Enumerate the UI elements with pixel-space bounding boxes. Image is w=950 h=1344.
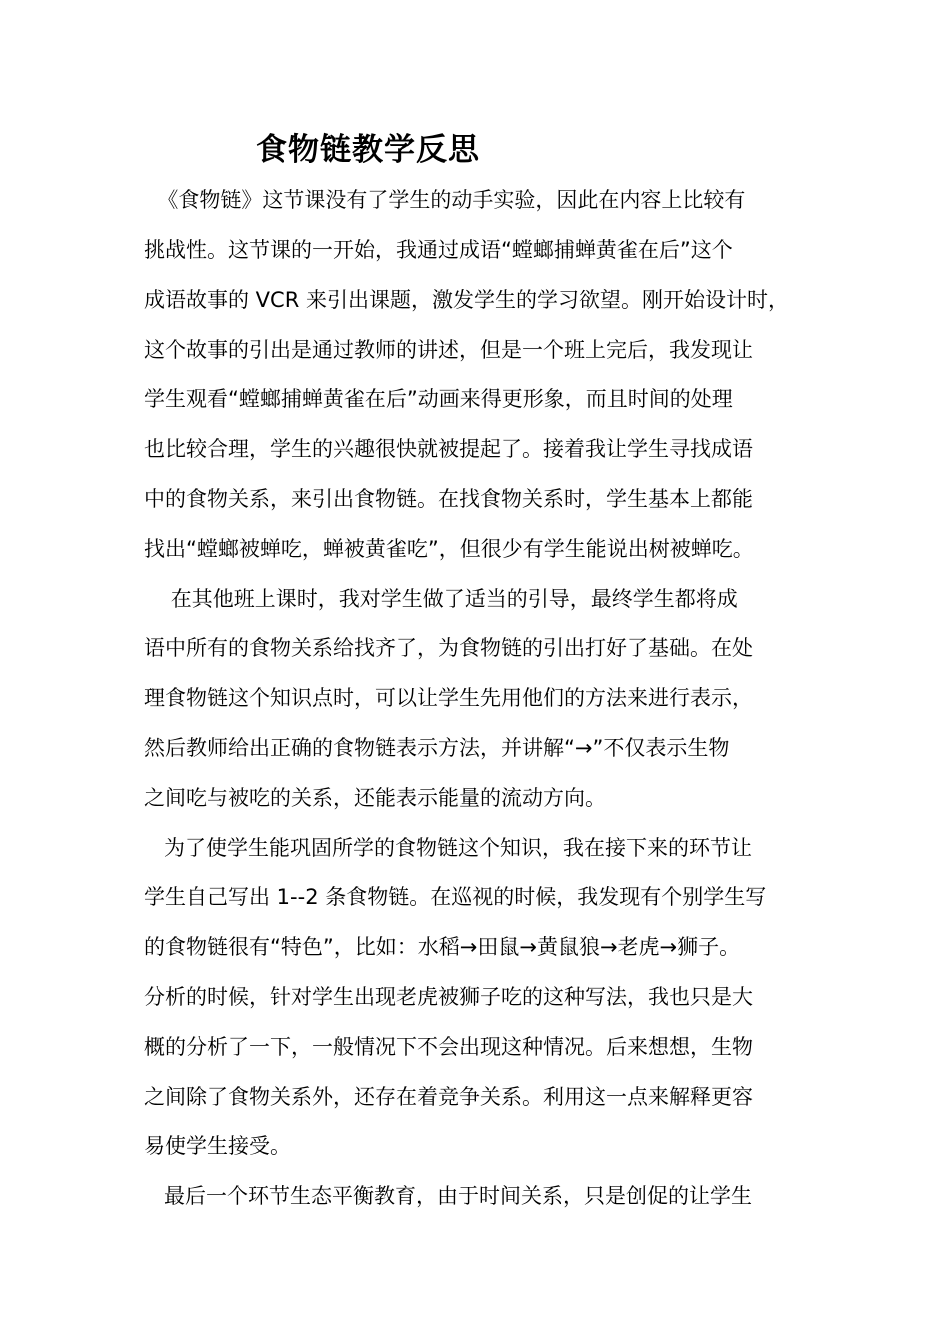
text-line: 理食物链这个知识点时，可以让学生先用他们的方法来进行表示，: [144, 686, 753, 710]
text-line: 然后教师给出正确的食物链表示方法，并讲解“→”不仅表示生物: [144, 736, 730, 760]
text-line: 《食物链》这节课没有了学生的动手实验，因此在内容上比较有: [144, 188, 746, 212]
text-line: 分析的时候，针对学生出现老虎被狮子吃的这种写法，我也只是大: [144, 985, 753, 1009]
text-line: 概的分析了一下，一般情况下不会出现这种情况。后来想想，生物: [144, 1035, 753, 1059]
text-line: 学生观看“螳螂捕蝉黄雀在后”动画来得更形象，而且时间的处理: [144, 387, 733, 411]
document-title: 食物链教学反思: [256, 132, 480, 168]
text-line: 找出“螳螂被蝉吃，蝉被黄雀吃”，但很少有学生能说出树被蝉吃。: [144, 537, 754, 561]
text-line: 在其他班上课时，我对学生做了适当的引导，最终学生都将成: [144, 587, 738, 611]
text-line: 之间除了食物关系外，还存在着竞争关系。利用这一点来解释更容: [144, 1085, 753, 1109]
text-line: 中的食物关系，来引出食物链。在找食物关系时，学生基本上都能: [144, 487, 753, 511]
text-line: 这个故事的引出是通过教师的讲述，但是一个班上完后，我发现让: [144, 338, 753, 362]
text-line: 的食物链很有“特色”，比如：水稻→田鼠→黄鼠狼→老虎→狮子。: [144, 935, 741, 959]
text-line: 学生自己写出 1--2 条食物链。在巡视的时候，我发现有个别学生写: [144, 885, 767, 909]
text-line: 为了使学生能巩固所学的食物链这个知识，我在接下来的环节让: [144, 836, 753, 860]
text-line: 最后一个环节生态平衡教育，由于时间关系，只是创促的让学生: [144, 1184, 753, 1208]
text-line: 挑战性。这节课的一开始，我通过成语“螳螂捕蝉黄雀在后”这个: [144, 238, 733, 262]
text-line: 之间吃与被吃的关系，还能表示能量的流动方向。: [144, 786, 606, 810]
text-line: 也比较合理，学生的兴趣很快就被提起了。接着我让学生寻找成语: [144, 437, 753, 461]
text-line: 语中所有的食物关系给找齐了，为食物链的引出打好了基础。在处: [144, 636, 753, 660]
text-line: 成语故事的 VCR 来引出课题，激发学生的学习欲望。刚开始设计时，: [144, 288, 789, 312]
text-line: 易使学生接受。: [144, 1134, 291, 1158]
